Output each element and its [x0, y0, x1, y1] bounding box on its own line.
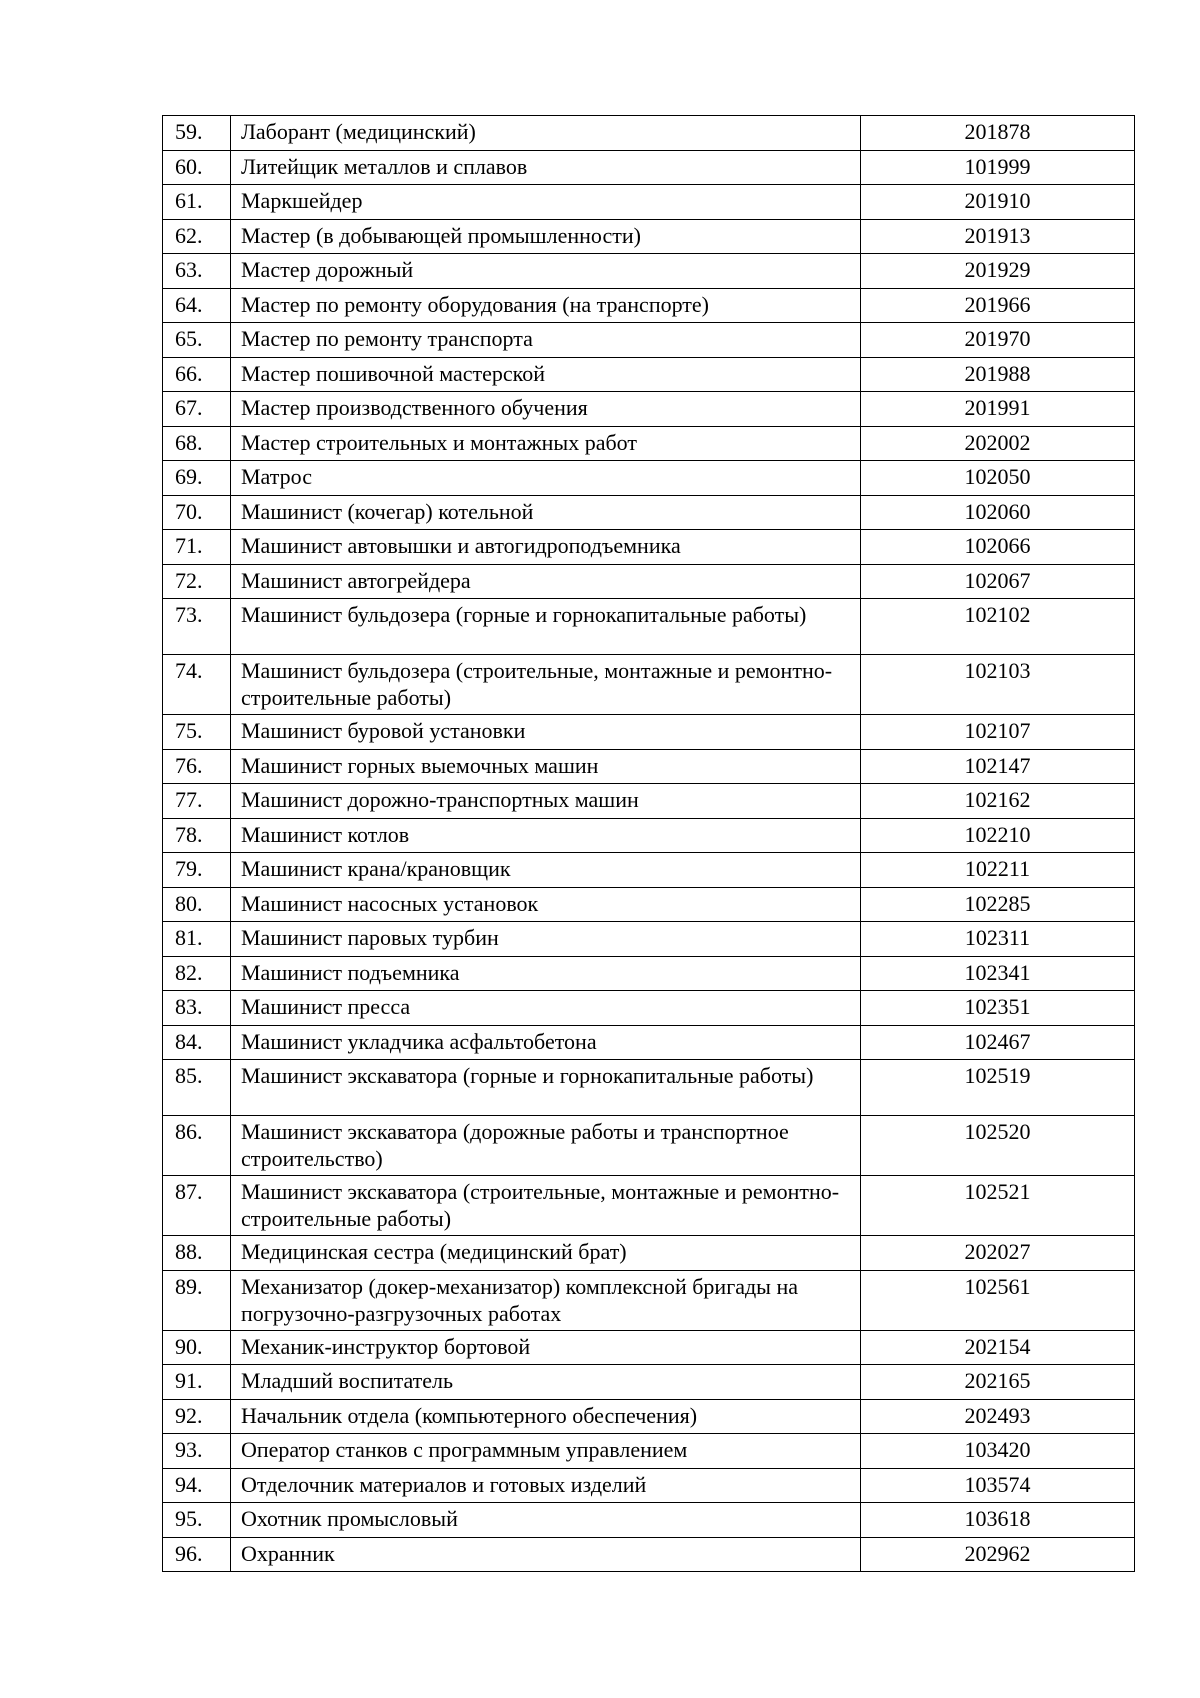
row-number: 94.	[163, 1468, 231, 1503]
profession-code: 103574	[861, 1468, 1135, 1503]
row-number: 87.	[163, 1176, 231, 1236]
profession-name: Машинист пресса	[231, 991, 861, 1026]
row-number: 81.	[163, 922, 231, 957]
table-row	[163, 1116, 1135, 1176]
table-row	[163, 116, 1135, 151]
table-row	[163, 922, 1135, 957]
row-number: 77.	[163, 784, 231, 819]
row-number: 76.	[163, 749, 231, 784]
row-number: 65.	[163, 323, 231, 358]
profession-code: 201966	[861, 288, 1135, 323]
table-row	[163, 392, 1135, 427]
profession-code: 202962	[861, 1537, 1135, 1572]
row-number: 60.	[163, 150, 231, 185]
row-number: 73.	[163, 599, 231, 655]
profession-name: Мастер по ремонту оборудования (на транспорте)	[231, 288, 861, 323]
profession-table-body	[163, 116, 1135, 1572]
table-row	[163, 219, 1135, 254]
profession-name: Машинист экскаватора (дорожные работы и транспортное строительство)	[231, 1116, 861, 1176]
profession-name: Машинист экскаватора (горные и горнокапитальные работы)	[231, 1060, 861, 1116]
profession-name: Мастер дорожный	[231, 254, 861, 289]
profession-code: 201929	[861, 254, 1135, 289]
row-number: 90.	[163, 1330, 231, 1365]
row-number: 69.	[163, 461, 231, 496]
profession-name: Матрос	[231, 461, 861, 496]
table-row	[163, 599, 1135, 655]
profession-name: Машинист подъемника	[231, 956, 861, 991]
profession-code: 102147	[861, 749, 1135, 784]
row-number: 70.	[163, 495, 231, 530]
table-row	[163, 1236, 1135, 1271]
profession-name: Охранник	[231, 1537, 861, 1572]
profession-code: 201913	[861, 219, 1135, 254]
table-row	[163, 1503, 1135, 1538]
table-row	[163, 461, 1135, 496]
row-number: 74.	[163, 655, 231, 715]
table-row	[163, 715, 1135, 750]
profession-code: 102102	[861, 599, 1135, 655]
profession-code: 102162	[861, 784, 1135, 819]
row-number: 71.	[163, 530, 231, 565]
profession-name: Охотник промысловый	[231, 1503, 861, 1538]
row-number: 63.	[163, 254, 231, 289]
profession-code: 201878	[861, 116, 1135, 151]
row-number: 91.	[163, 1365, 231, 1400]
profession-name: Машинист автогрейдера	[231, 564, 861, 599]
profession-name: Машинист дорожно-транспортных машин	[231, 784, 861, 819]
row-number: 64.	[163, 288, 231, 323]
table-row	[163, 1270, 1135, 1330]
table-row	[163, 564, 1135, 599]
table-row	[163, 323, 1135, 358]
table-row	[163, 1330, 1135, 1365]
table-row	[163, 1468, 1135, 1503]
profession-code: 103618	[861, 1503, 1135, 1538]
row-number: 61.	[163, 185, 231, 220]
table-row	[163, 956, 1135, 991]
profession-code: 102060	[861, 495, 1135, 530]
profession-name: Маркшейдер	[231, 185, 861, 220]
profession-code: 102067	[861, 564, 1135, 599]
profession-code: 202154	[861, 1330, 1135, 1365]
profession-code: 202002	[861, 426, 1135, 461]
table-row	[163, 784, 1135, 819]
row-number: 75.	[163, 715, 231, 750]
row-number: 86.	[163, 1116, 231, 1176]
table-row	[163, 530, 1135, 565]
profession-name: Машинист (кочегар) котельной	[231, 495, 861, 530]
row-number: 93.	[163, 1434, 231, 1469]
profession-code: 201988	[861, 357, 1135, 392]
profession-code: 102103	[861, 655, 1135, 715]
profession-code: 102351	[861, 991, 1135, 1026]
row-number: 89.	[163, 1270, 231, 1330]
table-row	[163, 357, 1135, 392]
profession-name: Машинист котлов	[231, 818, 861, 853]
profession-code: 102521	[861, 1176, 1135, 1236]
profession-name: Мастер (в добывающей промышленности)	[231, 219, 861, 254]
profession-name: Машинист автовышки и автогидроподъемника	[231, 530, 861, 565]
profession-name: Лаборант (медицинский)	[231, 116, 861, 151]
profession-name: Машинист крана/крановщик	[231, 853, 861, 888]
row-number: 66.	[163, 357, 231, 392]
profession-name: Машинист горных выемочных машин	[231, 749, 861, 784]
row-number: 68.	[163, 426, 231, 461]
profession-name: Начальник отдела (компьютерного обеспечения)	[231, 1399, 861, 1434]
profession-code: 102520	[861, 1116, 1135, 1176]
table-row	[163, 1025, 1135, 1060]
row-number: 95.	[163, 1503, 231, 1538]
profession-name: Мастер по ремонту транспорта	[231, 323, 861, 358]
profession-code: 102341	[861, 956, 1135, 991]
row-number: 62.	[163, 219, 231, 254]
table-row	[163, 991, 1135, 1026]
profession-code: 201910	[861, 185, 1135, 220]
profession-name: Машинист бульдозера (строительные, монтажные и ремонтно-строительные работы)	[231, 655, 861, 715]
table-row	[163, 254, 1135, 289]
profession-code: 202027	[861, 1236, 1135, 1271]
table-row	[163, 1176, 1135, 1236]
profession-name: Машинист насосных установок	[231, 887, 861, 922]
profession-name: Медицинская сестра (медицинский брат)	[231, 1236, 861, 1271]
profession-table	[162, 115, 1135, 1572]
profession-code: 102311	[861, 922, 1135, 957]
profession-code: 102285	[861, 887, 1135, 922]
profession-code: 102107	[861, 715, 1135, 750]
profession-name: Машинист паровых турбин	[231, 922, 861, 957]
profession-code: 202165	[861, 1365, 1135, 1400]
profession-code: 102211	[861, 853, 1135, 888]
table-row	[163, 1399, 1135, 1434]
table-row	[163, 288, 1135, 323]
profession-name: Мастер производственного обучения	[231, 392, 861, 427]
profession-name: Механик-инструктор бортовой	[231, 1330, 861, 1365]
table-row	[163, 887, 1135, 922]
profession-code: 103420	[861, 1434, 1135, 1469]
row-number: 78.	[163, 818, 231, 853]
profession-name: Машинист укладчика асфальтобетона	[231, 1025, 861, 1060]
table-row	[163, 495, 1135, 530]
profession-name: Мастер пошивочной мастерской	[231, 357, 861, 392]
profession-code: 102519	[861, 1060, 1135, 1116]
profession-name: Отделочник материалов и готовых изделий	[231, 1468, 861, 1503]
profession-code: 202493	[861, 1399, 1135, 1434]
profession-code: 102050	[861, 461, 1135, 496]
row-number: 82.	[163, 956, 231, 991]
row-number: 92.	[163, 1399, 231, 1434]
table-row	[163, 818, 1135, 853]
table-row	[163, 185, 1135, 220]
profession-name: Машинист буровой установки	[231, 715, 861, 750]
row-number: 83.	[163, 991, 231, 1026]
profession-code: 201991	[861, 392, 1135, 427]
table-row	[163, 749, 1135, 784]
row-number: 84.	[163, 1025, 231, 1060]
table-row	[163, 655, 1135, 715]
profession-code: 102210	[861, 818, 1135, 853]
profession-name: Мастер строительных и монтажных работ	[231, 426, 861, 461]
row-number: 80.	[163, 887, 231, 922]
profession-code: 102561	[861, 1270, 1135, 1330]
row-number: 85.	[163, 1060, 231, 1116]
profession-name: Младший воспитатель	[231, 1365, 861, 1400]
table-row	[163, 426, 1135, 461]
table-row	[163, 1434, 1135, 1469]
row-number: 72.	[163, 564, 231, 599]
row-number: 67.	[163, 392, 231, 427]
profession-name: Машинист экскаватора (строительные, монтажные и ремонтно-строительные работы)	[231, 1176, 861, 1236]
table-row	[163, 1537, 1135, 1572]
profession-name: Литейщик металлов и сплавов	[231, 150, 861, 185]
row-number: 59.	[163, 116, 231, 151]
profession-code: 102066	[861, 530, 1135, 565]
profession-name: Машинист бульдозера (горные и горнокапитальные работы)	[231, 599, 861, 655]
row-number: 96.	[163, 1537, 231, 1572]
table-row	[163, 853, 1135, 888]
table-row	[163, 1060, 1135, 1116]
table-row	[163, 1365, 1135, 1400]
profession-code: 201970	[861, 323, 1135, 358]
table-row	[163, 150, 1135, 185]
profession-name: Оператор станков с программным управлением	[231, 1434, 861, 1469]
profession-code: 101999	[861, 150, 1135, 185]
profession-code: 102467	[861, 1025, 1135, 1060]
profession-name: Механизатор (докер-механизатор) комплексной бригады на погрузочно-разгрузочных работах	[231, 1270, 861, 1330]
row-number: 79.	[163, 853, 231, 888]
row-number: 88.	[163, 1236, 231, 1271]
